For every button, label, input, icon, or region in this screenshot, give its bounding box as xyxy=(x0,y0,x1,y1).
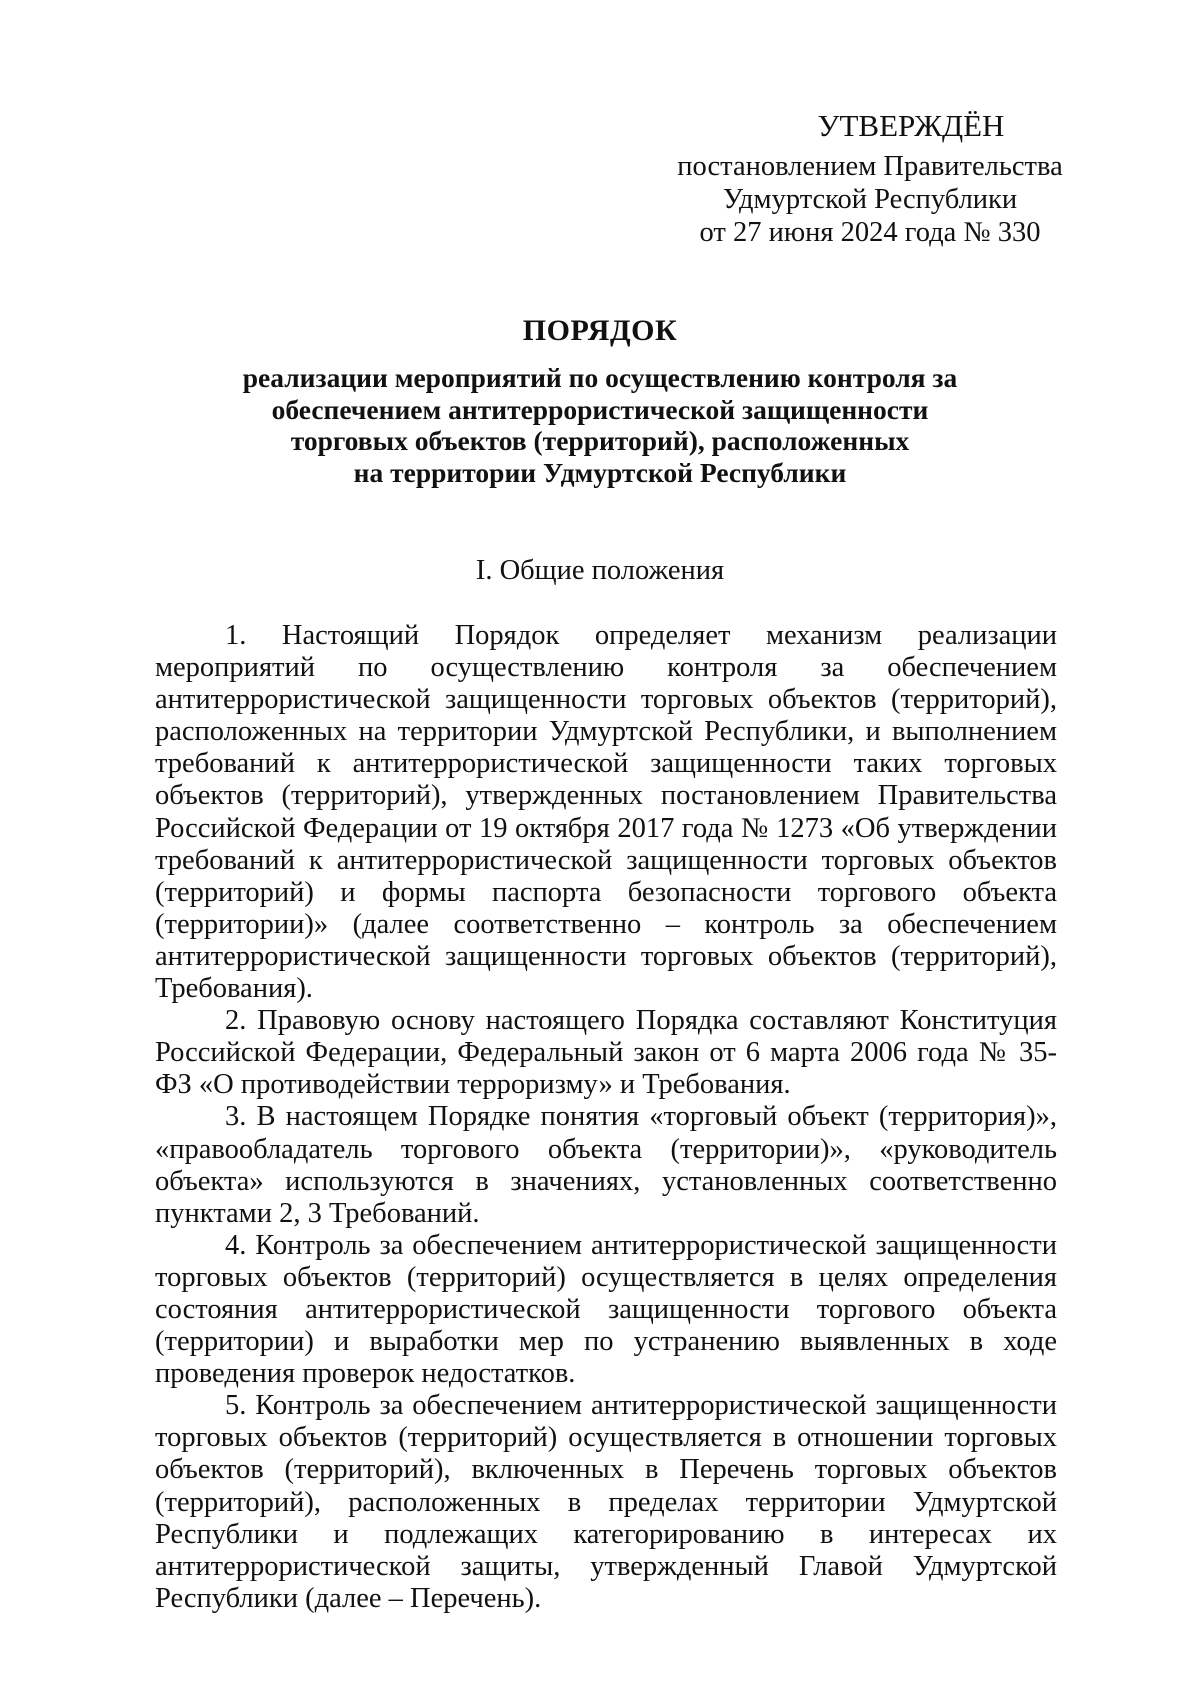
approval-heading: УТВЕРЖДЁН xyxy=(817,108,1005,143)
title-subtitle-line: торговых объектов (территорий), расположенных xyxy=(290,425,910,456)
title-main: ПОРЯДОК xyxy=(522,314,678,347)
approval-line-resolution: постановлением Правительства xyxy=(677,151,1063,182)
title-subtitle-line: реализации мероприятий по осуществлению контроля за xyxy=(242,362,958,393)
section-heading: I. Общие положения xyxy=(475,555,725,586)
document-body xyxy=(155,620,1057,1615)
paragraph-5: 5. Контроль за обеспечением антитеррористической защищенности торговых объектов (территорий) осуществляется в отношении торговых объектов (территорий), включенных в Перечень торговых объектов (территорий), расположенных в пределах территории Удмуртской Республики и подлежащих категорированию в интересах их антитеррористической защиты, утвержденный Главой Удмуртской Республики (далее – Перечень). xyxy=(155,1390,1057,1614)
paragraph-3: 3. В настоящем Порядке понятия «торговый объект (территория)», «правообладатель торгового объекта (территории)», «руководитель объекта» используются в значениях, установленных соответственно пунктами 2, 3 Требований. xyxy=(155,1101,1057,1229)
paragraph-2: 2. Правовую основу настоящего Порядка составляют Конституция Российской Федерации, Федеральный закон от 6 марта 2006 года № 35-ФЗ «О противодействии терроризму» и Требования. xyxy=(155,1005,1057,1101)
title-subtitle-line: на территории Удмуртской Республики xyxy=(353,456,847,488)
title-subtitle xyxy=(140,362,1060,488)
paragraph-4: 4. Контроль за обеспечением антитеррористической защищенности торговых объектов (территорий) осуществляется в целях определения состояния антитеррористической защищенности торгового объекта (территории) и выработки мер по устранению выявленных в ходе проведения проверок недостатков. xyxy=(155,1229,1057,1390)
paragraph-1: 1. Настоящий Порядок определяет механизм реализации мероприятий по осуществлению контроля за обеспечением антитеррористической защищенности торговых объектов (территорий), расположенных на территории Удмуртской Республики, и выполнением требований к антитеррористической защищенности таких торговых объектов (территорий), утвержденных постановлением Правительства Российской Федерации от 19 октября 2017 года № 1273 «Об утверждении требований к антитеррористической защищенности торговых объектов (территорий) и формы паспорта безопасности торгового объекта (территории)» (далее соответственно – контроль за обеспечением антитеррористической защищенности торговых объектов (территорий), Требования). xyxy=(155,620,1057,1005)
approval-line-republic: Удмуртской Республики xyxy=(722,184,1018,215)
approval-line-date-number: от 27 июня 2024 года № 330 xyxy=(699,217,1041,248)
title-subtitle-line: обеспечением антитеррористической защищенности xyxy=(271,393,929,425)
document-title xyxy=(140,316,1060,488)
approval-stamp xyxy=(600,102,1140,249)
